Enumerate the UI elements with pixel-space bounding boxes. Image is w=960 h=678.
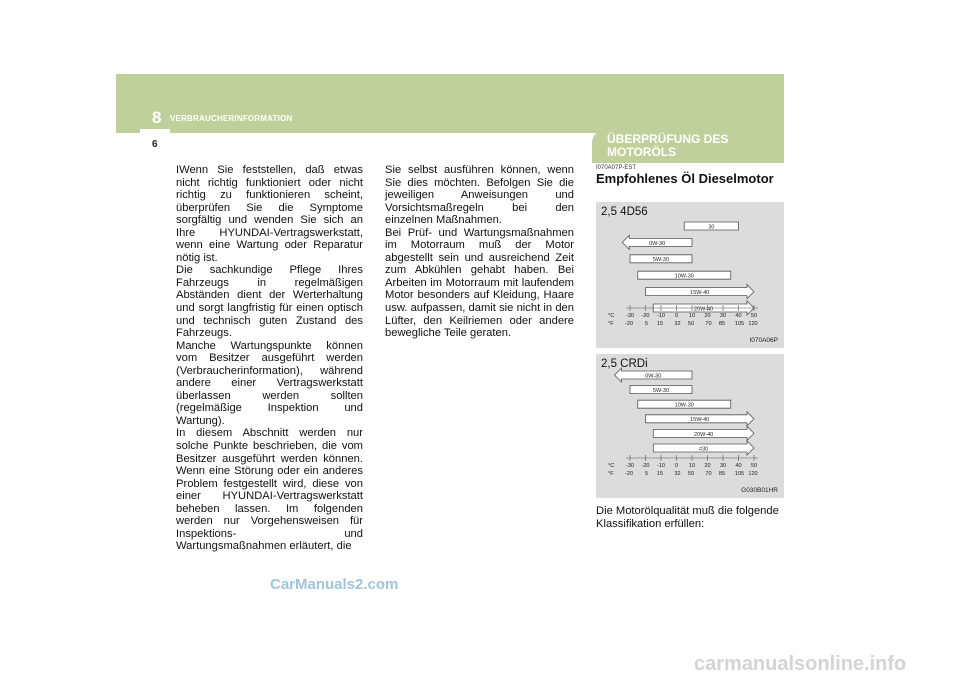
range-bar-label: #30 xyxy=(699,446,709,453)
subheading: Empfohlenes Öl Dieselmotor xyxy=(596,171,774,186)
tick-label-fahrenheit: 70 xyxy=(705,321,712,327)
left-column xyxy=(176,164,363,553)
range-bar-label: 30 xyxy=(708,224,715,231)
tick-label-celsius: -20 xyxy=(641,313,650,319)
tick-label-fahrenheit: 15 xyxy=(656,471,664,477)
tick-label-celsius: -20 xyxy=(641,463,650,469)
range-bar-label: 20W-40 xyxy=(694,431,714,438)
tick-label-fahrenheit: 120 xyxy=(748,321,758,327)
range-bar xyxy=(638,271,731,279)
tick-label-fahrenheit: 15 xyxy=(656,321,664,327)
chapter-number: 8 xyxy=(152,108,162,127)
watermark-left[interactable]: CarManuals2.com xyxy=(270,576,399,593)
tick-label-celsius: 40 xyxy=(735,463,742,469)
tick-label-celsius: 50 xyxy=(750,463,758,469)
range-bar-label: 15W-40 xyxy=(690,417,710,424)
figure-code: G030B01HR xyxy=(741,487,778,494)
watermark-right: carmanualsonline.info xyxy=(694,653,907,675)
chapter-header-band xyxy=(116,74,784,133)
middle-column xyxy=(385,164,574,340)
viscosity-chart xyxy=(596,202,784,348)
range-bar-label: 10W-30 xyxy=(674,273,694,280)
range-bar-label: 5W-30 xyxy=(652,257,670,264)
engine-label: 2,5 CRDi xyxy=(601,358,648,370)
tick-label-fahrenheit: 32 xyxy=(674,321,681,327)
page-number-tab xyxy=(140,129,170,157)
tick-label-celsius: 30 xyxy=(719,463,727,469)
tick-label-celsius: 30 xyxy=(719,313,727,319)
tick-label-fahrenheit: -20 xyxy=(624,471,634,477)
viscosity-chart xyxy=(596,354,784,498)
tick-label-fahrenheit: 120 xyxy=(748,471,758,477)
tick-label-fahrenheit: 5 xyxy=(644,471,649,477)
tick-label-fahrenheit: 85 xyxy=(718,321,726,327)
range-bar-label: 0W-30 xyxy=(649,240,666,247)
tick-label-celsius: 10 xyxy=(688,463,696,469)
tick-label-fahrenheit: 85 xyxy=(718,471,726,477)
range-bar xyxy=(630,255,692,263)
tick-label-celsius: 20 xyxy=(704,313,711,319)
range-bar-label: 15W-40 xyxy=(690,290,710,296)
range-bar xyxy=(646,412,755,426)
unit-celsius: °C xyxy=(608,463,615,469)
page-number: 6 xyxy=(152,139,158,150)
range-bar xyxy=(638,400,731,408)
tick-label-celsius: -10 xyxy=(656,463,666,469)
reference-code: I070A07P-EST xyxy=(596,165,637,171)
range-bar xyxy=(646,285,755,299)
oil-chart-panel-crdi xyxy=(596,354,784,498)
tick-label-fahrenheit: 5 xyxy=(644,321,649,327)
tick-label-fahrenheit: 32 xyxy=(674,471,681,477)
unit-fahrenheit: °F xyxy=(608,471,614,477)
tick-label-fahrenheit: 50 xyxy=(687,471,695,477)
range-bar xyxy=(653,441,754,455)
unit-celsius: °C xyxy=(608,313,615,319)
range-bar xyxy=(630,386,692,394)
figure-code: I070A06P xyxy=(749,337,778,344)
tick-label-celsius: 50 xyxy=(750,313,758,319)
left-paragraph: Manche Wartungspunkte können vom Besitzer ausgeführt werden (Verbraucherinformation), während andere einer Vertragswerkstatt überlassen werden sollten (regelmäßige Inspektion und Wartung). xyxy=(176,339,363,427)
tick-label-fahrenheit: 105 xyxy=(734,321,745,327)
tick-label-celsius: 20 xyxy=(704,463,711,469)
tick-label-celsius: -10 xyxy=(656,313,666,319)
unit-fahrenheit: °F xyxy=(608,321,614,327)
left-paragraph: IWenn Sie feststellen, daß etwas nicht richtig funktioniert oder nicht richtig zu funktionieren scheint, überprüfen Sie die Symptome sorgfältig und wenden Sie sich an Ihre HYUNDAI-Vertragswerkstatt, wenn eine Wartung oder Reparatur nötig ist. xyxy=(176,164,363,264)
range-bar xyxy=(653,426,754,440)
tick-label-celsius: 40 xyxy=(735,313,742,319)
tick-label-fahrenheit: -20 xyxy=(624,321,634,327)
tick-label-celsius: -30 xyxy=(625,463,635,469)
left-paragraph: Die sachkundige Pflege Ihres Fahrzeugs in regelmäßigen Abständen dient der Werterhaltung und sorgt langfristig für einen optisch und technisch guten Zustand des Fahrzeugs. xyxy=(176,264,363,340)
section-title: ÜBERPRÜFUNG DES MOTORÖLS xyxy=(607,132,729,159)
middle-paragraph: Sie selbst ausführen können, wenn Sie dies möchten. Befolgen Sie die jeweiligen Anweisungen und Vorsichtsmaßregeln bei den einzelnen Maßnahmen. xyxy=(385,164,574,227)
tick-label-celsius: 10 xyxy=(688,313,696,319)
tick-label-fahrenheit: 70 xyxy=(705,471,712,477)
tick-label-fahrenheit: 50 xyxy=(687,321,695,327)
engine-label: 2,5 4D56 xyxy=(601,206,648,218)
range-bar-label: 5W-30 xyxy=(652,388,670,394)
tick-label-fahrenheit: 105 xyxy=(734,471,745,477)
range-bar-label: 0W-30 xyxy=(645,373,662,380)
tick-label-celsius: 0 xyxy=(674,313,679,319)
range-bar-label: 10W-30 xyxy=(674,402,694,409)
range-bar xyxy=(615,368,693,382)
oil-quality-note: Die Motorölqualität muß die folgende Klassifikation erfüllen: xyxy=(596,505,779,530)
middle-paragraph: Bei Prüf- und Wartungsmaßnahmen im Motorraum muß der Motor abgestellt sein und ausreichend Zeit zum Abkühlen gehabt haben. Bei Arbeiten im Motorraum mit laufendem Motor besonders auf Kleidung, Haare usw. aufpassen, damit sie nicht in den Lüfter, den Keilriemen oder andere bewegliche Teile geraten. xyxy=(385,226,574,340)
chapter-title: VERBRAUCHERINFORMATION xyxy=(170,114,293,123)
tick-label-celsius: 0 xyxy=(674,463,679,469)
range-bar xyxy=(622,235,692,249)
range-bar xyxy=(684,222,738,230)
left-paragraph: In diesem Abschnitt werden nur solche Punkte beschrieben, die vom Besitzer ausgeführt werden können. Wenn eine Störung oder ein anderes Problem festgestellt wird, diese von einer HYUNDAI-Vertragswerkstatt beheben lassen. Im folgenden werden nur Vorgehensweisen für Inspektions- und Wartungsmaßnahmen erläutert, die xyxy=(176,427,363,553)
oil-chart-panel-4d56 xyxy=(596,202,784,348)
range-bar-label: 20W-40 xyxy=(694,306,714,313)
tick-label-celsius: -30 xyxy=(625,313,635,319)
